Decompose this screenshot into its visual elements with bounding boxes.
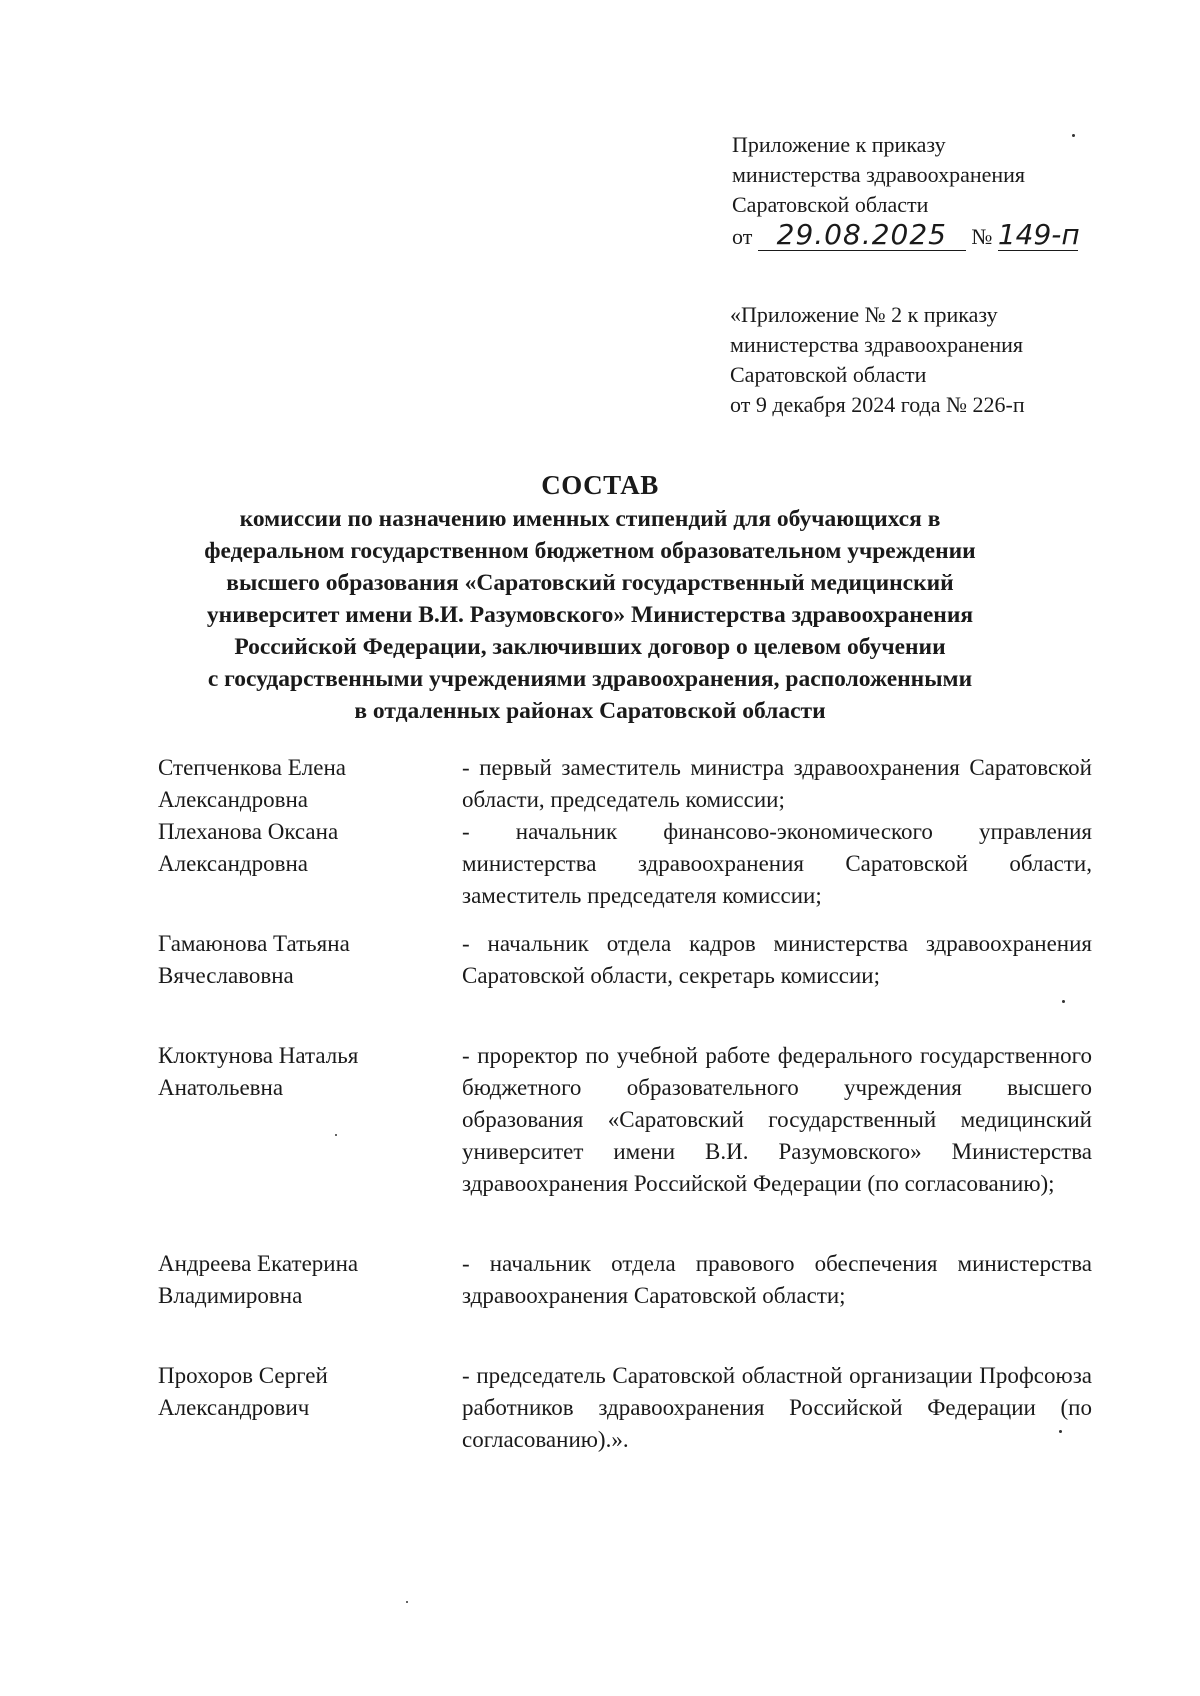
member-surname-first: Плеханова Оксана bbox=[158, 819, 339, 844]
subtitle-line: университет имени В.И. Разумовского» Министерства здравоохранения bbox=[206, 602, 974, 628]
member-role: - первый заместитель министра здравоохранения Саратовской области, председатель комиссии; bbox=[462, 755, 1092, 812]
member-surname-first: Клоктунова Наталья bbox=[158, 1043, 359, 1068]
commission-members-list bbox=[150, 752, 1100, 1472]
member-role: - начальник отдела кадров министерства здравоохранения Саратовской области, секретарь комиссии; bbox=[462, 931, 1092, 988]
prior-appendix-line: «Приложение № 2 к приказу bbox=[730, 302, 998, 327]
handwritten-date: 29.08.2025 bbox=[758, 220, 966, 251]
document-subtitle bbox=[110, 503, 1070, 727]
member-patronymic: Александровна bbox=[158, 787, 308, 812]
appendix-line: министерства здравоохранения bbox=[732, 162, 1026, 187]
document-title: СОСТАВ bbox=[541, 470, 659, 500]
from-label: от bbox=[732, 224, 753, 249]
member-patronymic: Александрович bbox=[158, 1395, 310, 1420]
handwritten-number: 149-п bbox=[997, 218, 1080, 251]
member-name bbox=[158, 1360, 458, 1424]
member-name bbox=[158, 1040, 458, 1104]
number-label: № bbox=[971, 224, 993, 249]
member-name bbox=[158, 928, 458, 992]
member-role: - начальник отдела правового обеспечения министерства здравоохранения Саратовской области; bbox=[462, 1251, 1092, 1308]
scan-speck bbox=[1072, 134, 1075, 137]
prior-appendix-line: министерства здравоохранения bbox=[730, 332, 1024, 357]
subtitle-line: с государственными учреждениями здравоохранения, расположенными bbox=[207, 666, 973, 692]
scan-speck bbox=[335, 1134, 337, 1136]
subtitle-line: комиссии по назначению именных стипендий для обучающихся в bbox=[239, 506, 941, 532]
member-entry bbox=[150, 1040, 1100, 1248]
member-entry bbox=[150, 816, 1100, 928]
subtitle-line: высшего образования «Саратовский государственный медицинский bbox=[226, 570, 954, 596]
member-patronymic: Владимировна bbox=[158, 1283, 303, 1308]
appendix-header bbox=[732, 130, 1132, 252]
member-name bbox=[158, 752, 458, 816]
scan-speck bbox=[1059, 1430, 1062, 1433]
member-surname-first: Андреева Екатерина bbox=[158, 1251, 359, 1276]
member-entry bbox=[150, 1360, 1100, 1472]
member-name bbox=[158, 1248, 458, 1312]
appendix-line: Приложение к приказу bbox=[732, 132, 946, 157]
scan-speck bbox=[1062, 1000, 1065, 1003]
member-surname-first: Степченкова Елена bbox=[158, 755, 346, 780]
member-patronymic: Вячеславовна bbox=[158, 963, 294, 988]
scan-speck bbox=[406, 1601, 408, 1603]
member-role: - председатель Саратовской областной организации Профсоюза работников здравоохранения Российской Федерации (по согласованию).». bbox=[462, 1363, 1092, 1452]
subtitle-line: федеральном государственном бюджетном образовательном учреждении bbox=[204, 538, 976, 564]
appendix-line: Саратовской области bbox=[732, 192, 929, 217]
member-entry bbox=[150, 1248, 1100, 1360]
member-role: - проректор по учебной работе федерального государственного бюджетного образовательного учреждения высшего образования «Саратовский государственный медицинский университет имени В.И. Разумовского» Министерства здравоохранения Российской Федерации (по согласованию); bbox=[462, 1043, 1092, 1196]
subtitle-line: в отдаленных районах Саратовской области bbox=[354, 698, 826, 724]
member-surname-first: Прохоров Сергей bbox=[158, 1363, 328, 1388]
subtitle-line: Российской Федерации, заключивших договор о целевом обучении bbox=[234, 634, 946, 660]
member-surname-first: Гамаюнова Татьяна bbox=[158, 931, 350, 956]
prior-appendix-line: Саратовской области bbox=[730, 362, 927, 387]
member-entry bbox=[150, 752, 1100, 816]
member-patronymic: Анатольевна bbox=[158, 1075, 284, 1100]
member-role: - начальник финансово-экономического управления министерства здравоохранения Саратовской области, заместитель председателя комиссии; bbox=[462, 819, 1092, 908]
prior-appendix-reference bbox=[730, 300, 1150, 420]
member-patronymic: Александровна bbox=[158, 851, 308, 876]
appendix-date-line bbox=[732, 220, 1132, 252]
member-entry bbox=[150, 928, 1100, 1040]
prior-appendix-line: от 9 декабря 2024 года № 226-п bbox=[730, 392, 1025, 417]
member-name bbox=[158, 816, 458, 880]
